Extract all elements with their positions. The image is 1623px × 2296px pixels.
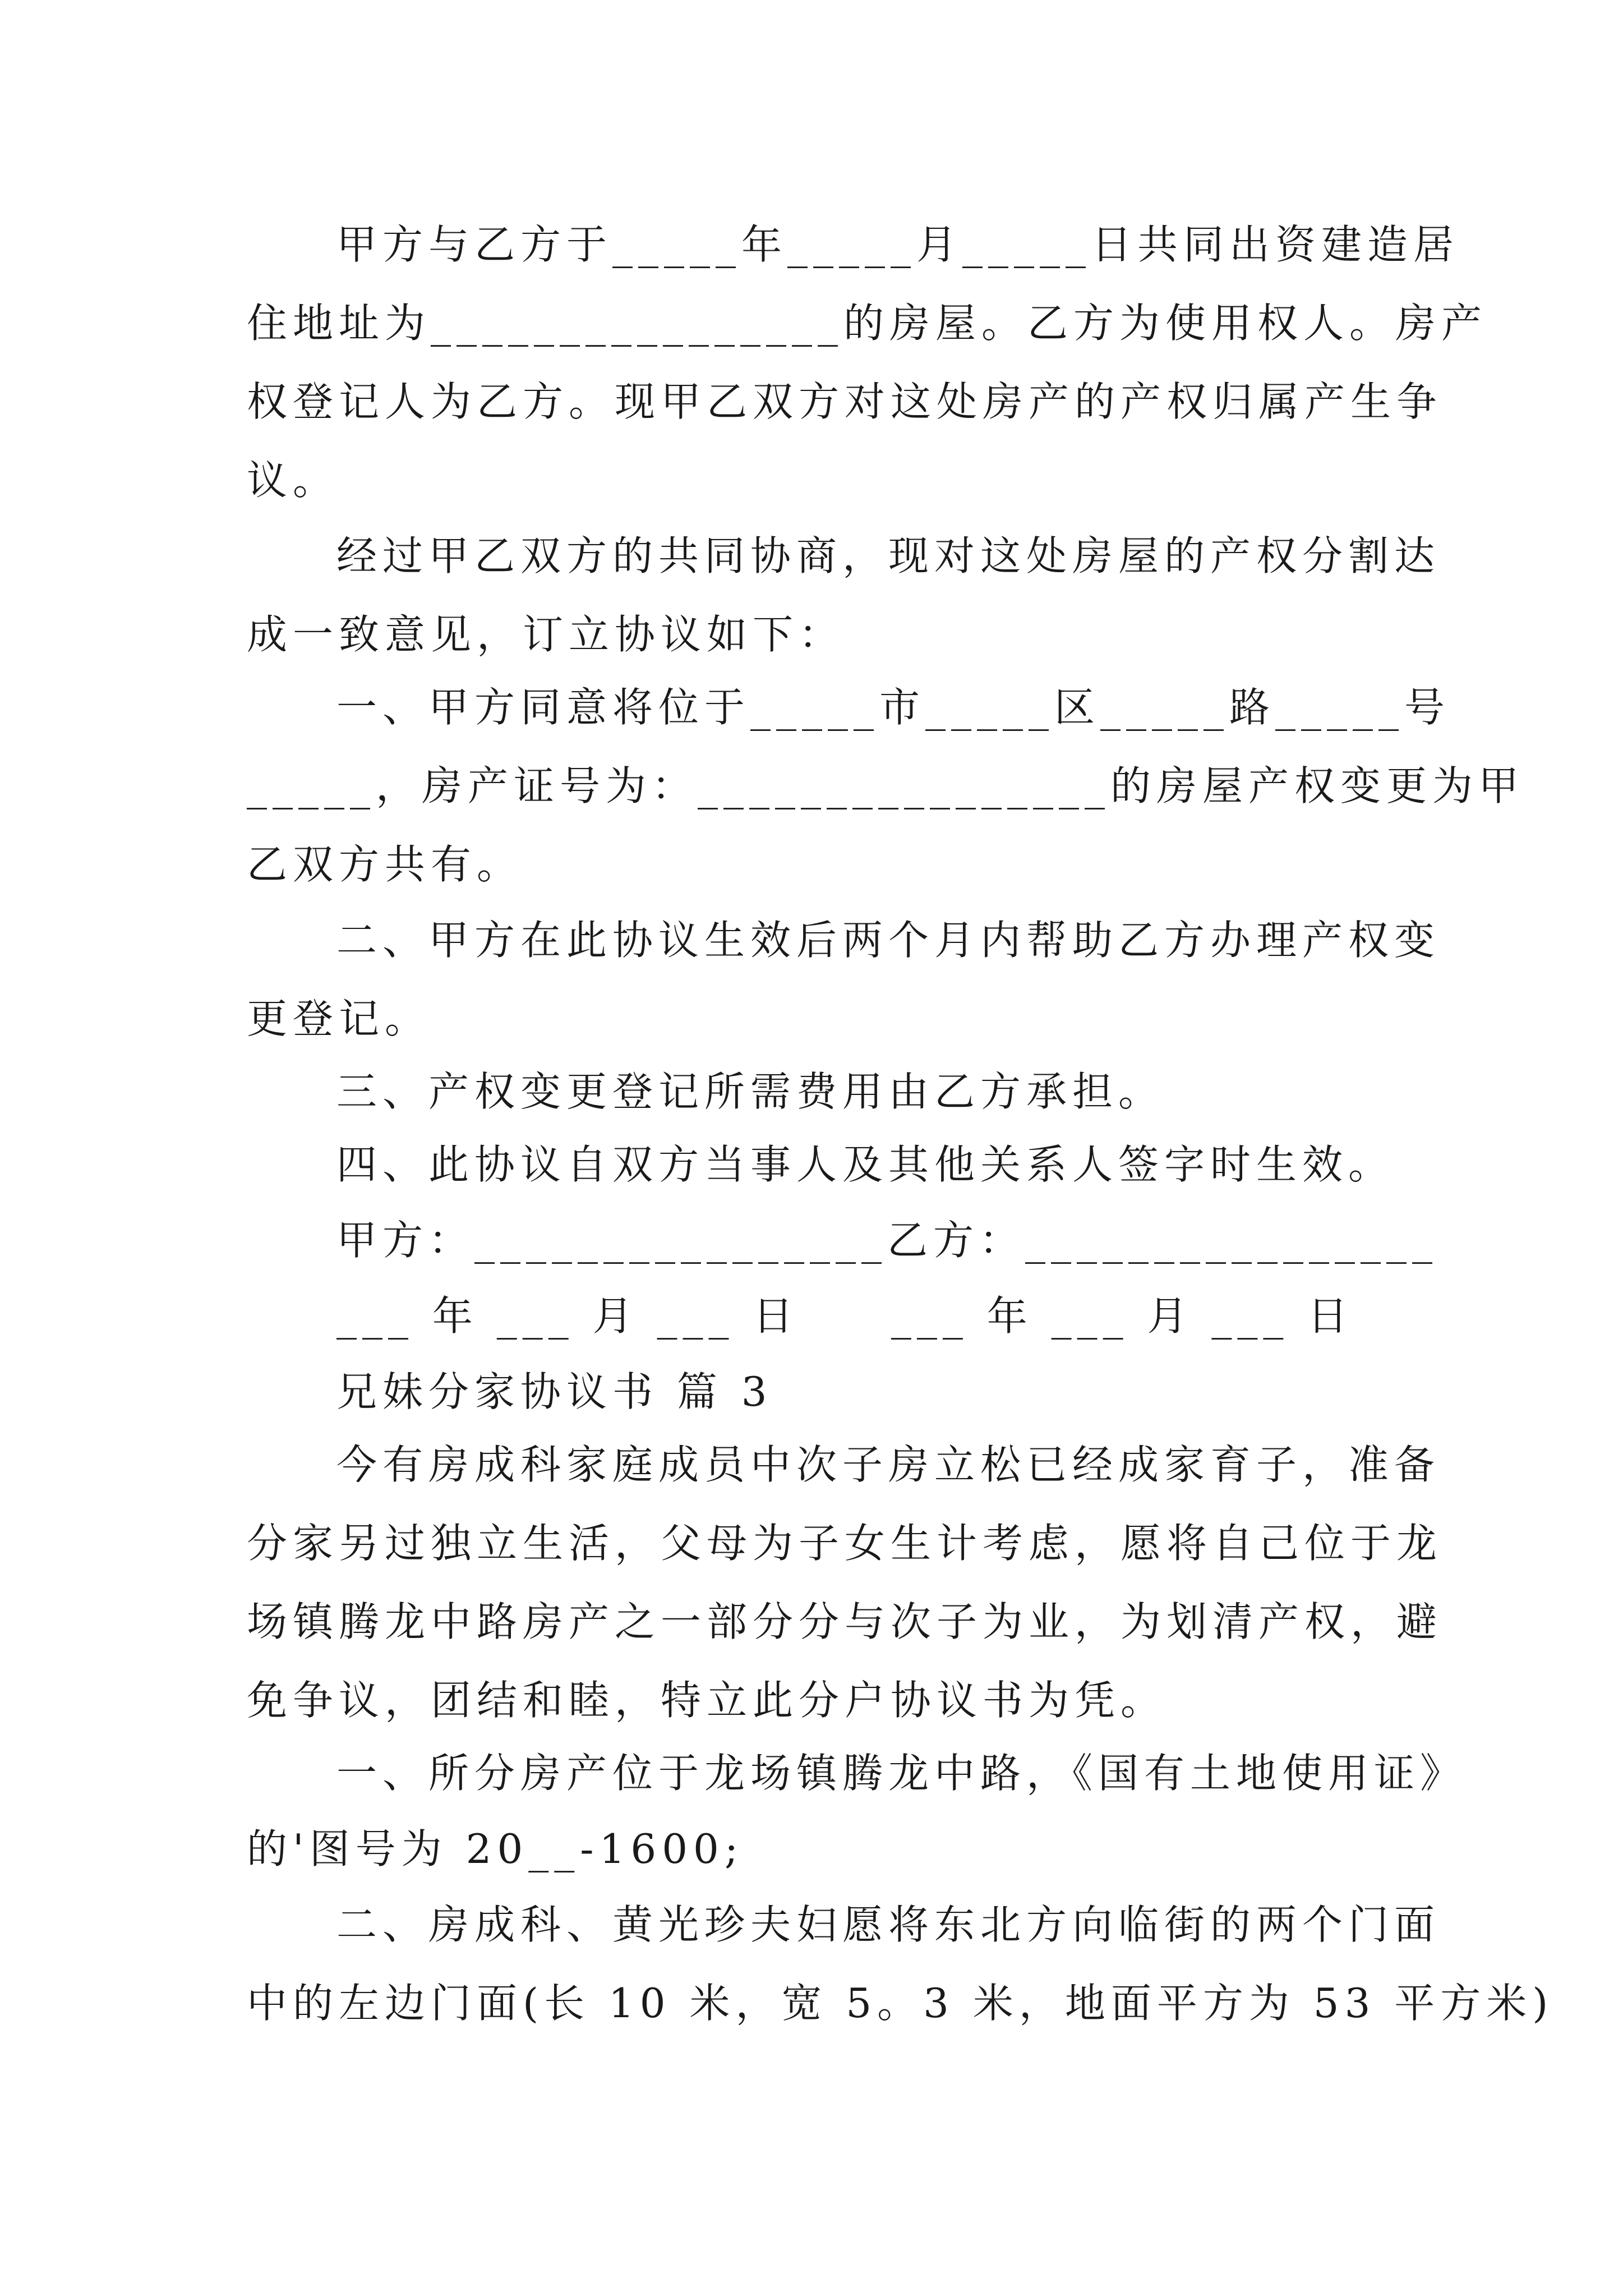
text-line: 成一致意见，订立协议如下： bbox=[247, 611, 845, 658]
text-line: 二、房成科、黄光珍夫妇愿将东北方向临街的两个门面 bbox=[336, 1901, 1441, 1948]
text-line: 权登记人为乙方。现甲乙双方对这处房产的产权归属产生争 bbox=[247, 378, 1443, 425]
text-line: 免争议，团结和睦，特立此分户协议书为凭。 bbox=[247, 1677, 1167, 1724]
text-line: 经过甲乙双方的共同协商，现对这处房屋的产权分割达 bbox=[336, 532, 1441, 579]
text-line: 场镇腾龙中路房产之一部分分与次子为业，为划清产权，避 bbox=[247, 1598, 1443, 1645]
text-line: 中的左边门面(长 10 米，宽 5。3 米，地面平方为 53 平方米) bbox=[247, 1980, 1554, 2027]
text-line: 今有房成科家庭成员中次子房立松已经成家育子，准备 bbox=[336, 1441, 1441, 1488]
text-line: 住地址为________________的房屋。乙方为使用权人。房产 bbox=[247, 300, 1488, 347]
text-line: 一、甲方同意将位于_____市_____区_____路_____号 bbox=[336, 684, 1451, 731]
text-line: _____，房产证号为：________________的房屋产权变更为甲 bbox=[247, 762, 1525, 809]
text-line: 三、产权变更登记所需费用由乙方承担。 bbox=[336, 1068, 1165, 1115]
text-line: 甲方与乙方于_____年_____月_____日共同出资建造居 bbox=[336, 221, 1460, 268]
date-line: ___ 年 ___ 月 ___ 日 ___ 年 ___ 月 ___ 日 bbox=[336, 1292, 1354, 1340]
text-line: 四、此协议自双方当事人及其他关系人签字时生效。 bbox=[336, 1141, 1395, 1188]
signature-line: 甲方：________________乙方：________________ bbox=[336, 1217, 1438, 1264]
text-line: 二、甲方在此协议生效后两个月内帮助乙方办理产权变 bbox=[336, 917, 1441, 964]
text-line: 更登记。 bbox=[247, 995, 431, 1042]
text-line: 乙双方共有。 bbox=[247, 841, 523, 888]
text-line: 一、所分房产位于龙场镇腾龙中路，《国有土地使用证》 bbox=[336, 1750, 1467, 1797]
text-line: 的'图号为 20__-1600; bbox=[247, 1825, 744, 1872]
text-line: 分家另过独立生活，父母为子女生计考虑，愿将自己位于龙 bbox=[247, 1520, 1443, 1567]
section-heading: 兄妹分家协议书 篇 3 bbox=[336, 1368, 773, 1415]
text-line: 议。 bbox=[247, 457, 339, 504]
